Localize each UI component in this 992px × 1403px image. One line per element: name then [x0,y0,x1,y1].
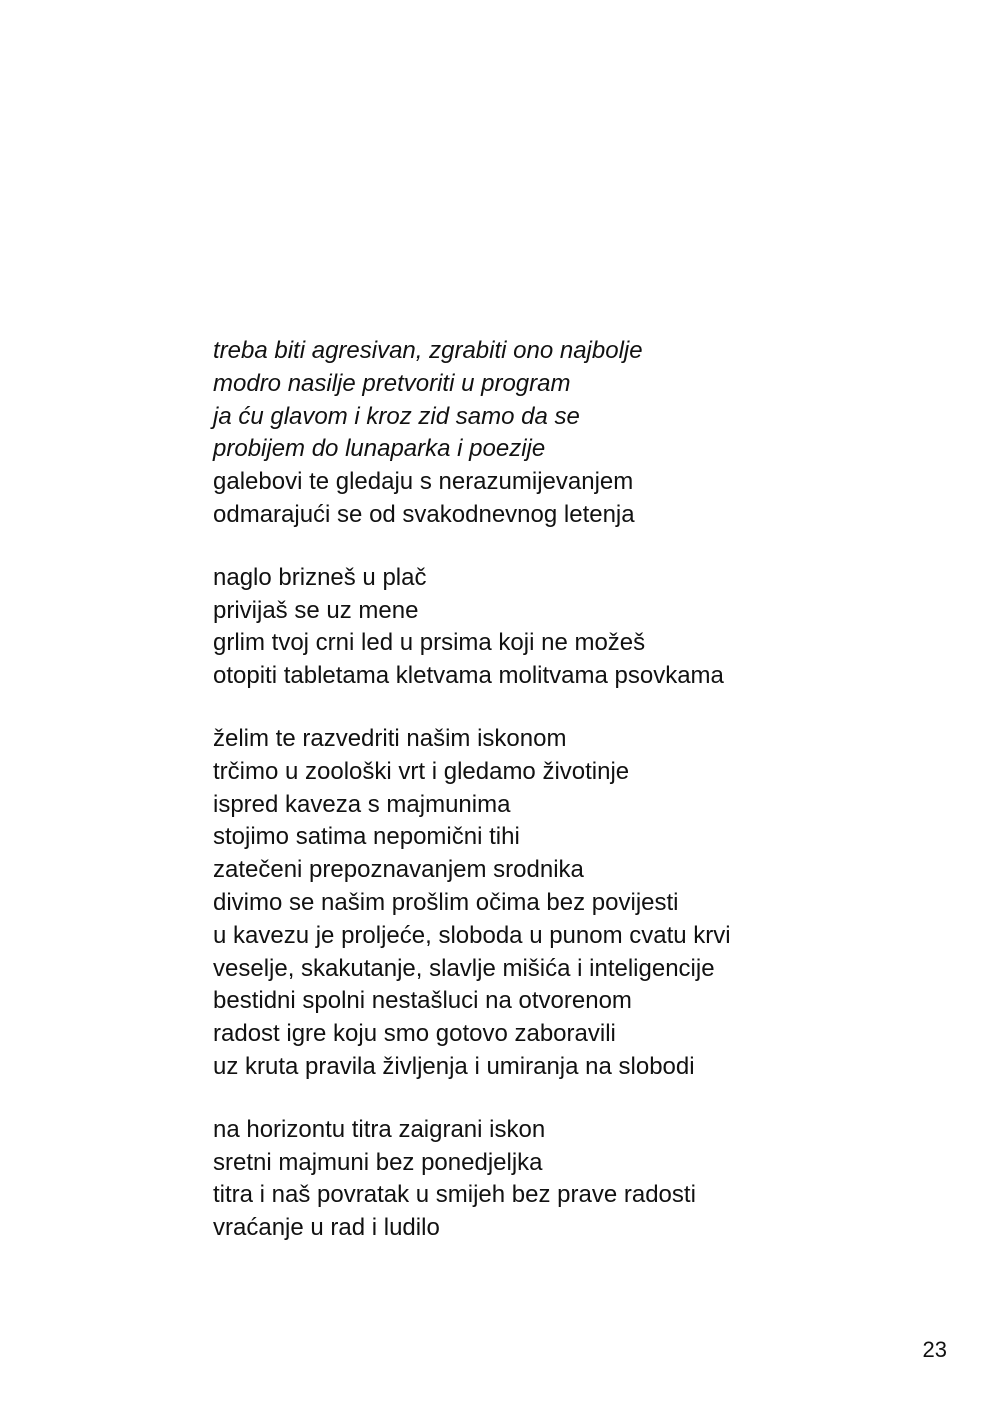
poem-line: divimo se našim prošlim očima bez povijesti [213,888,679,916]
poem-line: otopiti tabletama kletvama molitvama psovkama [213,662,724,690]
poem-line: stojimo satima nepomični tihi [213,823,520,851]
stanza [213,562,913,693]
poem-line: titra i naš povratak u smijeh bez prave radosti [213,1181,696,1209]
poem-line: u kavezu je proljeće, sloboda u punom cvatu krvi [213,921,731,949]
poem [213,335,913,1275]
poem-line: treba biti agresivan, zgrabiti ono najbolje [213,337,643,364]
poem-line: ja ću glavom i kroz zid samo da se [213,402,580,430]
poem-line: bestidni spolni nestašluci na otvorenom [213,987,632,1015]
poem-line: sretni majmuni bez ponedjeljka [213,1148,543,1176]
poem-line: grlim tvoj crni led u prsima koji ne možeš [213,629,646,657]
poem-line: odmarajući se od svakodnevnog letenja [213,500,635,528]
poem-line: vraćanje u rad i ludilo [213,1214,440,1242]
poem-line: trčimo u zoološki vrt i gledamo životinje [213,757,630,785]
poem-line: želim te razvedriti našim iskonom [213,724,567,752]
poem-line: privijaš se uz mene [213,596,419,624]
poem-line: zatečeni prepoznavanjem srodnika [213,856,584,884]
stanza [213,335,913,532]
poem-line: probijem do lunaparka i poezije [213,435,546,463]
poem-line: naglo brizneš u plač [213,563,427,591]
poem-line: ispred kaveza s majmunima [213,790,511,818]
poem-line: veselje, skakutanje, slavlje mišića i inteligencije [213,954,715,982]
stanza [213,1114,913,1245]
poem-line: galebovi te gledaju s nerazumijevanjem [213,468,634,496]
poem-line: radost igre koju smo gotovo zaboravili [213,1020,616,1048]
page-number: 23 [922,1337,947,1362]
poem-line: modro nasilje pretvoriti u program [213,369,571,397]
stanza [213,723,913,1084]
poem-line: uz kruta pravila življenja i umiranja na slobodi [213,1052,695,1080]
poem-line: na horizontu titra zaigrani iskon [213,1115,546,1143]
